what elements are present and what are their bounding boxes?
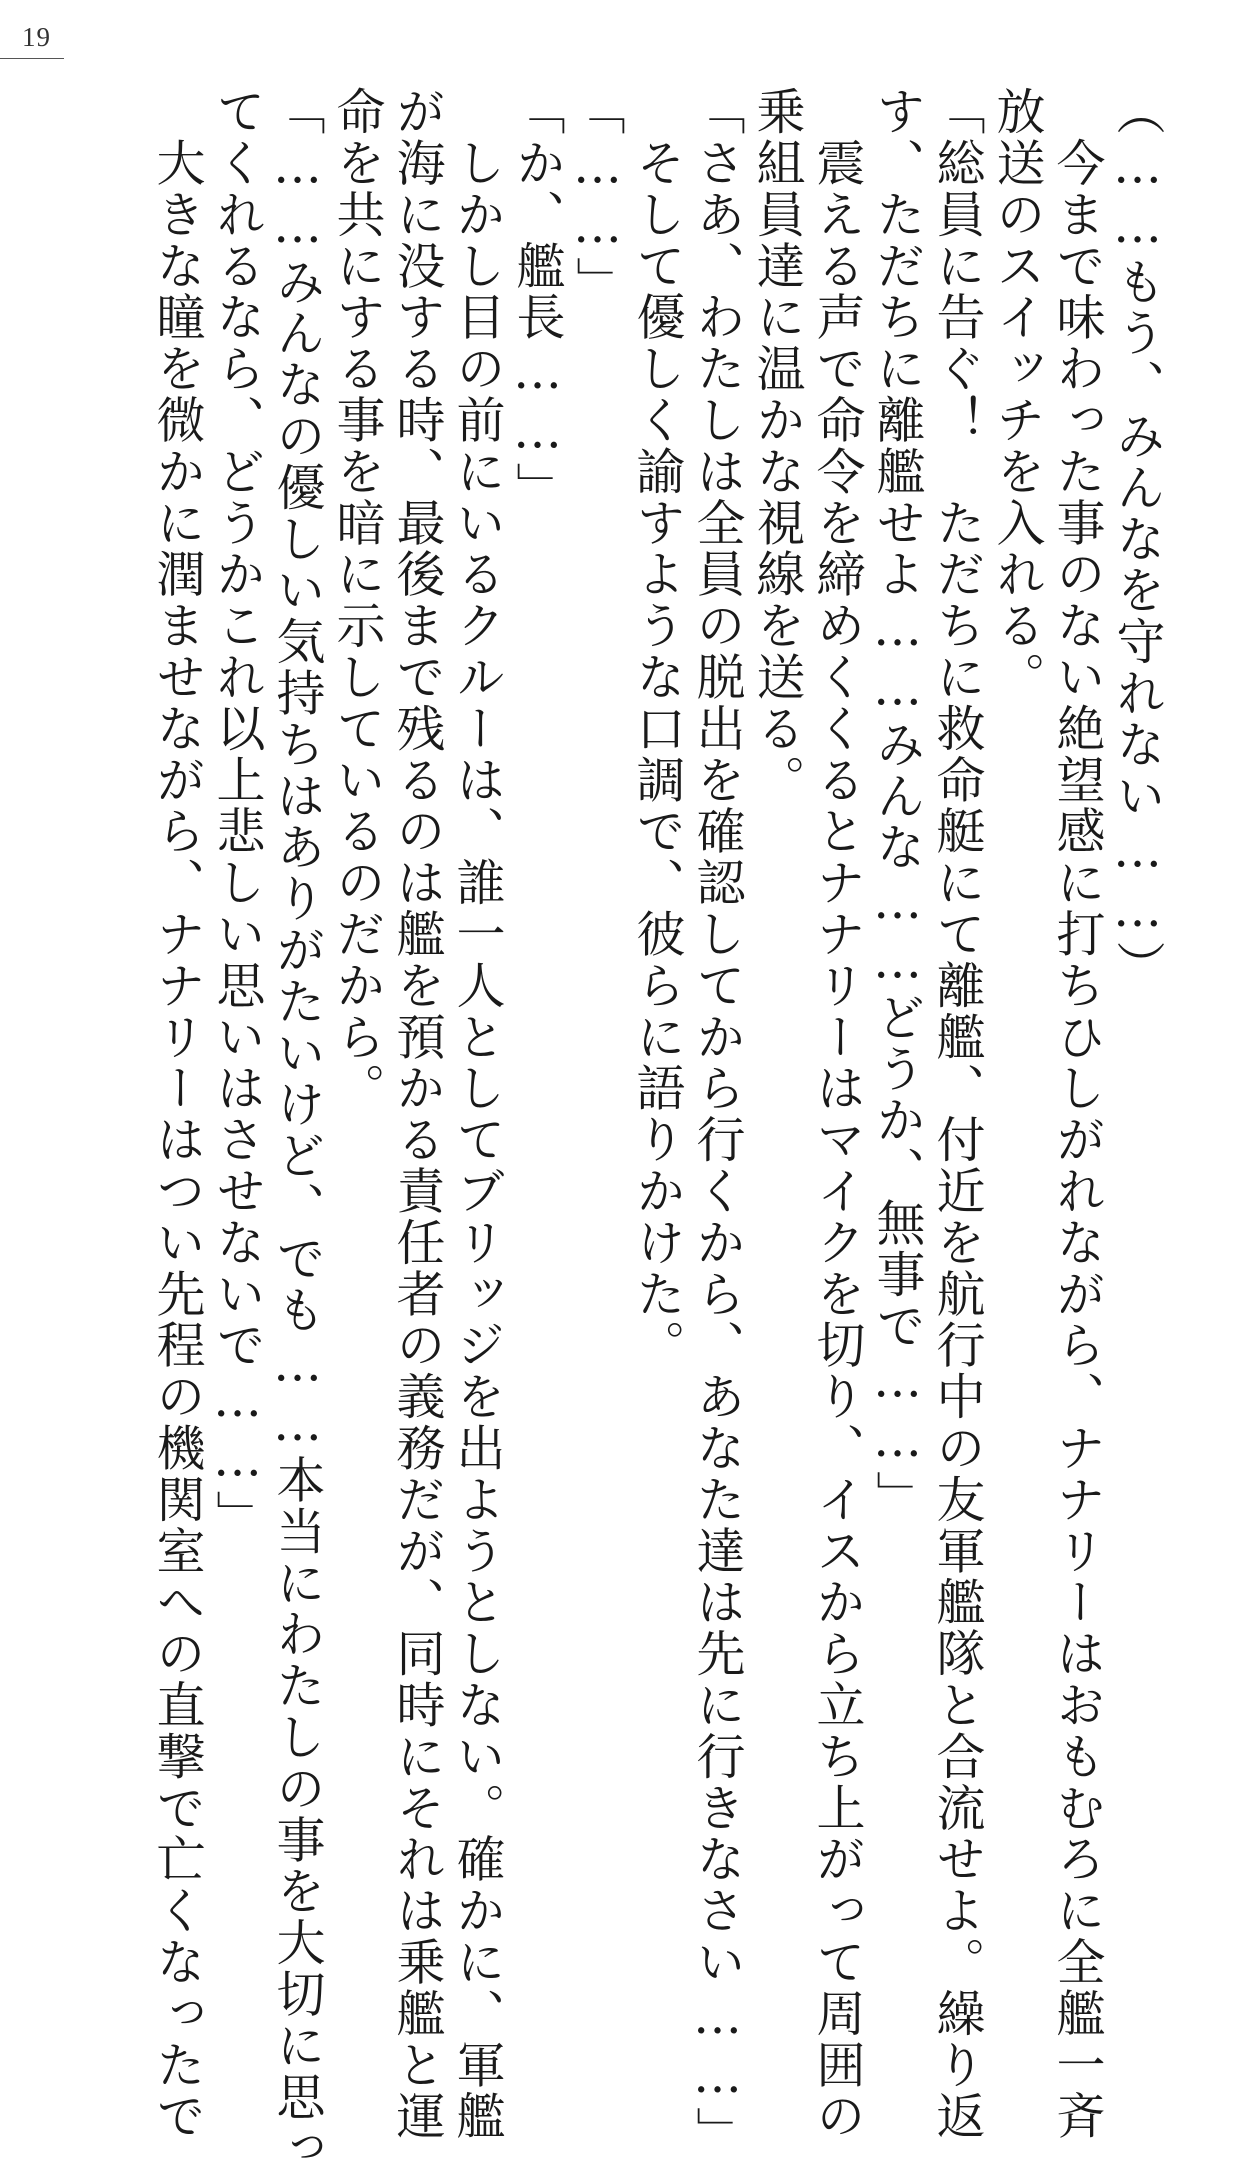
text-line-1: （……もう、みんなを守れない……） xyxy=(1109,86,1166,992)
text-line-3: 放送のスイッチを入れる。 xyxy=(989,86,1046,703)
text-line-12: しかし目の前にいるクルーは、誰一人としてブリッジを出ようとしない。確かに、軍艦 xyxy=(449,86,506,2142)
text-line-13: が海に没する時、最後まで残るのは艦を預かる責任者の義務だが、同時にそれは乗艦と運 xyxy=(389,86,446,2142)
text-line-2: 今まで味わった事のない絶望感に打ちひしがれながら、ナナリーはおもむろに全艦一斉 xyxy=(1049,86,1106,2142)
page-number: 19 xyxy=(22,22,51,52)
text-line-11: 「か、艦長……」 xyxy=(509,86,566,514)
text-line-9: そして優しく諭すような口調で、彼らに語りかけた。 xyxy=(629,86,686,1371)
page-number-rule xyxy=(0,58,64,59)
text-line-4: 「総員に告ぐ！ ただちに救命艇にて離艦、付近を航行中の友軍艦隊と合流せよ。繰り返 xyxy=(929,86,986,2142)
text-line-8: 「さあ、わたしは全員の脱出を確認してから行くから、あなた達は先に行きなさい……」 xyxy=(689,86,746,2158)
text-line-15: 「……みんなの優しい気持ちはありがたいけど、でも……本当にわたしの事を大切に思っ xyxy=(269,86,326,2174)
text-line-16: てくれるなら、どうかこれ以上悲しい思いはさせないで……」 xyxy=(209,86,266,1542)
text-line-7: 乗組員達に温かな視線を送る。 xyxy=(749,86,806,806)
vertical-text-block xyxy=(149,86,1166,2174)
text-line-14: 命を共にする事を暗に示しているのだから。 xyxy=(329,86,386,1114)
text-line-6: 震える声で命令を締めくくるとナナリーはマイクを切り、イスから立ち上がって周囲の xyxy=(809,86,866,2142)
text-line-17: 大きな瞳を微かに潤ませながら、ナナリーはつい先程の機関室への直撃で亡くなったで xyxy=(149,86,206,2142)
text-line-5: す、ただちに離艦せよ……みんな……どうか、無事で……」 xyxy=(869,86,926,1522)
text-line-10: 「……」 xyxy=(569,86,626,308)
